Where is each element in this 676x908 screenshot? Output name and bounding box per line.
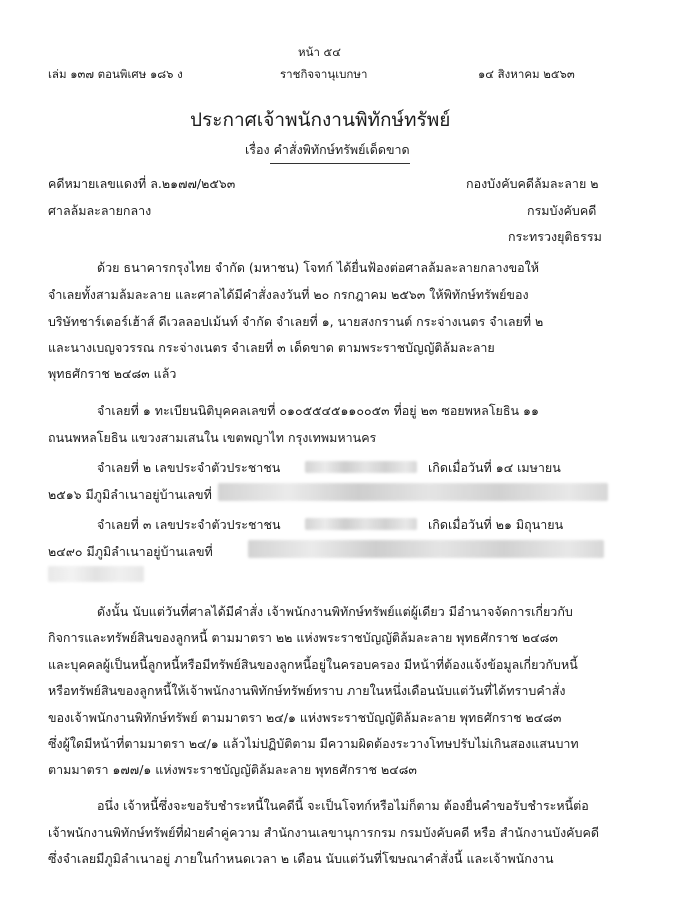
- redacted-address-continued: [48, 566, 144, 582]
- paragraph-2-line: ถนนพหลโยธิน แขวงสามเสนใน เขตพญาไท กรุงเทพมหานคร: [48, 430, 377, 445]
- office-ministry: กระทรวงยุติธรรม: [508, 229, 602, 244]
- paragraph-6-line: เจ้าพนักงานพิทักษ์ทรัพย์ที่ฝ่ายคำคู่ความ สำนักงานเลขานุการกรม กรมบังคับคดี หรือ สำนักงานบังคับคดี: [48, 825, 599, 840]
- paragraph-1-line: พุทธศักราช ๒๔๘๓ แล้ว: [48, 366, 177, 381]
- page-title: ประกาศเจ้าพนักงานพิทักษ์ทรัพย์: [190, 109, 451, 131]
- redacted-id-number: [305, 518, 417, 530]
- paragraph-1-line: และนางเบญจวรรณ กระจ่างเนตร จำเลยที่ ๓ เด็ดขาด ตามพระราชบัญญัติล้มละลาย: [48, 340, 495, 355]
- subject-line: เรื่อง คำสั่งพิทักษ์ทรัพย์เด็ดขาด: [245, 142, 410, 157]
- paragraph-5-line: หรือทรัพย์สินของลูกหนี้ให้เจ้าพนักงานพิทักษ์ทรัพย์ทราบ ภายในหนึ่งเดือนนับแต่วันที่ได้ทราบคำสั่ง: [48, 683, 566, 698]
- defendant-2-address-label: ๒๕๑๖ มีภูมิลำเนาอยู่บ้านเลขที่: [48, 487, 212, 502]
- paragraph-5-line: ของเจ้าพนักงานพิทักษ์ทรัพย์ ตามมาตรา ๒๔/๑ แห่งพระราชบัญญัติล้มละลาย พุทธศักราช ๒๔๘๓: [48, 710, 562, 725]
- paragraph-1-line: บริษัทชาร์เตอร์เฮ้าส์ ดีเวลลอปเม้นท์ จำกัด จำเลยที่ ๑, นายสงกรานต์ กระจ่างเนตร จำเลยที่ ๒: [48, 314, 544, 329]
- title-underline: [270, 163, 410, 164]
- defendant-3-address-label: ๒๔๙๐ มีภูมิลำเนาอยู่บ้านเลขที่: [48, 544, 213, 559]
- redacted-address: [218, 483, 608, 501]
- paragraph-5-line: ซึ่งผู้ใดมีหน้าที่ตามมาตรา ๒๔/๑ แล้วไม่ปฏิบัติตาม มีความผิดต้องระวางโทษปรับไม่เกินสองแสนบาท: [48, 736, 579, 751]
- defendant-2-id-label: จำเลยที่ ๒ เลขประจำตัวประชาชน: [97, 460, 281, 475]
- defendant-3-birth: เกิดเมื่อวันที่ ๒๑ มิถุนายน: [428, 517, 564, 532]
- page-number: หน้า ๕๔: [298, 45, 341, 59]
- redacted-id-number: [305, 461, 417, 473]
- volume-info: เล่ม ๑๓๗ ตอนพิเศษ ๑๘๖ ง: [48, 67, 183, 81]
- case-number: คดีหมายเลขแดงที่ ล.๒๑๗๗/๒๕๖๓: [48, 176, 236, 191]
- defendant-2-birth: เกิดเมื่อวันที่ ๑๔ เมษายน: [428, 460, 561, 475]
- gazette-name: ราชกิจจานุเบกษา: [280, 67, 368, 81]
- redacted-address: [248, 540, 604, 558]
- paragraph-2-line: จำเลยที่ ๑ ทะเบียนนิติบุคคลเลขที่ ๐๑๐๕๕๔๕๑๑๐๐๕๓ ที่อยู่ ๒๓ ซอยพหลโยธิน ๑๑: [97, 403, 539, 418]
- paragraph-5-line: ตามมาตรา ๑๗๗/๑ แห่งพระราชบัญญัติล้มละลาย พุทธศักราช ๒๔๘๓: [48, 762, 417, 777]
- paragraph-5-line: และบุคคลผู้เป็นหนี้ลูกหนี้หรือมีทรัพย์สินของลูกหนี้อยู่ในครอบครอง มีหน้าที่ต้องแจ้งข้อมูลเกี่ยวกับหนี้: [48, 657, 578, 672]
- publish-date: ๑๔ สิงหาคม ๒๕๖๓: [478, 67, 575, 81]
- defendant-3-id-label: จำเลยที่ ๓ เลขประจำตัวประชาชน: [97, 517, 281, 532]
- office-division: กองบังคับคดีล้มละลาย ๒: [466, 176, 599, 191]
- paragraph-1-line: จำเลยทั้งสามล้มละลาย และศาลได้มีคำสั่งลงวันที่ ๒๐ กรกฎาคม ๒๕๖๓ ให้พิทักษ์ทรัพย์ของ: [48, 287, 529, 302]
- court-name: ศาลล้มละลายกลาง: [48, 203, 152, 218]
- paragraph-6-line: ซึ่งจำเลยมีภูมิลำเนาอยู่ ภายในกำหนดเวลา ๒ เดือน นับแต่วันที่โฆษณาคำสั่งนี้ และเจ้าพนักงาน: [48, 851, 554, 866]
- office-department: กรมบังคับคดี: [527, 203, 597, 218]
- paragraph-1-line: ด้วย ธนาคารกรุงไทย จำกัด (มหาชน) โจทก์ ได้ยื่นฟ้องต่อศาลล้มละลายกลางขอให้: [97, 260, 540, 275]
- paragraph-6-line: อนึ่ง เจ้าหนี้ซึ่งจะขอรับชำระหนี้ในคดีนี้ จะเป็นโจทก์หรือไม่ก็ตาม ต้องยื่นคำขอรับชำระหนี้ต่อ: [97, 798, 589, 813]
- paragraph-5-line: ดังนั้น นับแต่วันที่ศาลได้มีคำสั่ง เจ้าพนักงานพิทักษ์ทรัพย์แต่ผู้เดียว มีอำนาจจัดการเกี่ยวกับ: [97, 604, 573, 619]
- paragraph-5-line: กิจการและทรัพย์สินของลูกหนี้ ตามมาตรา ๒๒ แห่งพระราชบัญญัติล้มละลาย พุทธศักราช ๒๔๘๓: [48, 630, 558, 645]
